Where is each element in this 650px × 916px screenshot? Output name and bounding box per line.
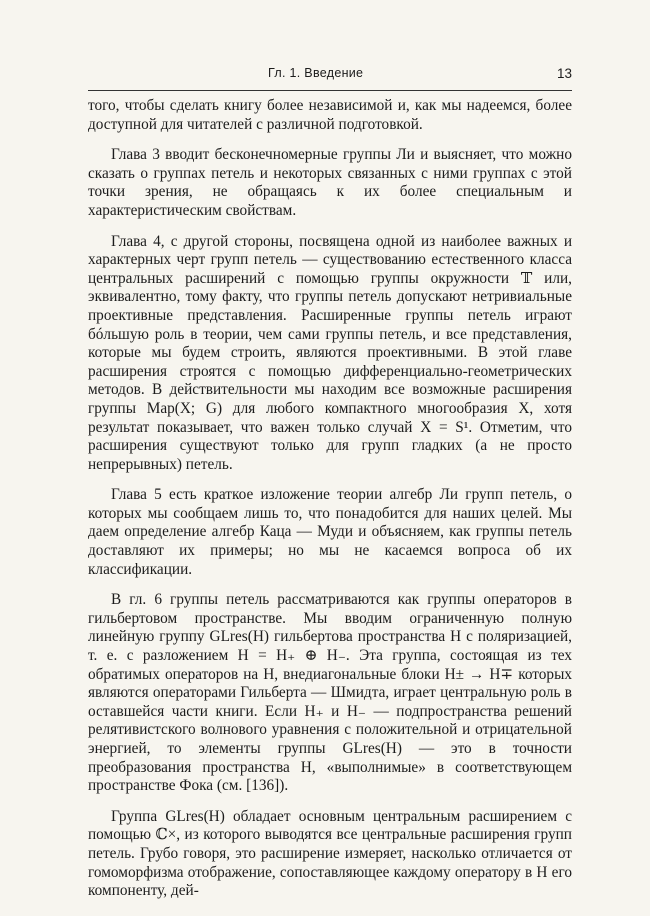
- paragraph-3: Глава 4, с другой стороны, посвящена одной из наиболее важных и характерных черт групп петель — существованию естественного класса центральных расширений с помощью группы окружности 𝕋 или, эквивалентно, тому факту, что группы петель допускают нетривиальные проективные представления. Расширенные группы петель играют бóльшую роль в теории, чем сами группы петель, и все представления, которые мы будем строить, являются проективными. В этой главе расширения строятся с помощью дифференциально-геометрических методов. В действительности мы находим все возможные расширения группы Map(X; G) для любого компактного многообразия X, хотя результат показывает, что важен только случай X = S¹. Отметим, что расширения существуют только для групп гладких (а не просто непрерывных) петель.: [88, 232, 572, 473]
- paragraph-4: Глава 5 есть краткое изложение теории алгебр Ли групп петель, о которых мы сообщаем лишь то, что понадобится для наших целей. Мы даем определение алгебр Каца — Муди и объясняем, как группы петель доставляют их примеры; но мы не касаемся вопроса об их классификации.: [88, 486, 572, 578]
- paragraph-1: того, чтобы сделать книгу более независимой и, как мы надеемся, более доступной для читателей с различной подготовкой.: [88, 97, 572, 133]
- page-body: [88, 97, 572, 901]
- running-title: Гл. 1. Введение: [268, 66, 364, 80]
- page-number: 13: [556, 66, 572, 81]
- paragraph-5: В гл. 6 группы петель рассматриваются как группы операторов в гильбертовом пространстве. Мы вводим ограниченную полную линейную группу GLres(H) гильбертова пространства H с поляризацией, т. е. с разложением H = H₊ ⊕ H₋. Эта группа, состоящая из тех обратимых операторов на H, внедиагональные блоки H± → H∓ которых являются операторами Гильберта — Шмидта, играет центральную роль в оставшейся части книги. Если H₊ и H₋ — подпространства решений релятивистского волнового уравнения с положительной и отрицательной энергией, то элементы группы GLres(H) — это в точности преобразования пространства H, «выполнимые» в соответствующем пространстве Фока (см. [136]).: [88, 591, 572, 795]
- paragraph-6: Группа GLres(H) обладает основным центральным расширением с помощью ℂ×, из которого выводятся все центральные расширения групп петель. Грубо говоря, это расширение измеряет, насколько отличается от гомоморфизма отображение, сопоставляющее каждому оператору в H его компоненту, дей-: [88, 807, 572, 900]
- paragraph-2: Глава 3 вводит бесконечномерные группы Ли и выясняет, что можно сказать о группах петель и некоторых связанных с ними группах с этой точки зрения, не обращаясь к их более специальным и характеристическим свойствам.: [88, 146, 572, 219]
- header-rule: [88, 90, 572, 91]
- running-header: [88, 66, 572, 84]
